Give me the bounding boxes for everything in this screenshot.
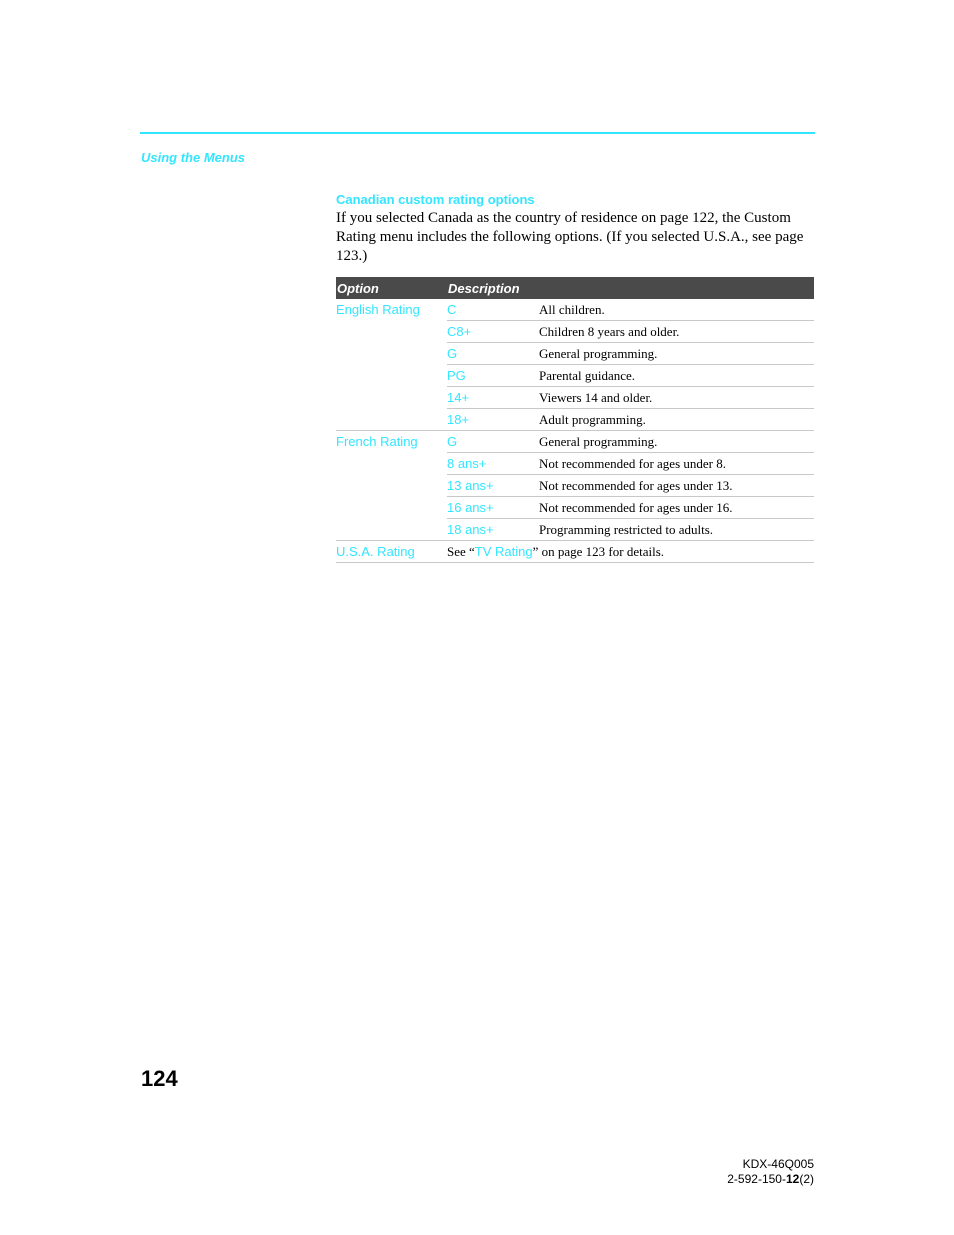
rating-description: Not recommended for ages under 13. <box>539 475 814 497</box>
table-header-row <box>336 277 814 299</box>
section-header: Using the Menus <box>141 150 246 165</box>
header-option: Option <box>336 277 447 299</box>
rating-code[interactable]: G <box>447 431 539 453</box>
rating-description: Viewers 14 and older. <box>539 387 814 409</box>
rating-code[interactable]: 18+ <box>447 409 539 431</box>
rating-code[interactable]: 8 ans+ <box>447 453 539 475</box>
footer-model: KDX-46Q005 <box>742 1157 814 1171</box>
header-rule <box>140 132 815 134</box>
header-description: Description <box>447 277 814 299</box>
rating-description: Not recommended for ages under 8. <box>539 453 814 475</box>
rating-description: General programming. <box>539 431 814 453</box>
footer-code <box>727 1172 814 1187</box>
intro-paragraph: If you selected Canada as the country of residence on page 122, the Custom Rating menu includes the following options. (If you selected U.S.A., see page 123.) <box>336 210 804 264</box>
footer-code-suffix: (2) <box>799 1172 814 1186</box>
rating-code[interactable]: 13 ans+ <box>447 475 539 497</box>
rating-description: Children 8 years and older. <box>539 321 814 343</box>
rating-options-table <box>336 277 814 563</box>
footer <box>727 1157 814 1187</box>
main-content <box>336 192 814 563</box>
usa-rating-description <box>447 541 814 563</box>
rating-code[interactable]: C <box>447 299 539 321</box>
rating-code[interactable]: PG <box>447 365 539 387</box>
see-prefix: See “ <box>447 543 475 559</box>
rating-description: Adult programming. <box>539 409 814 431</box>
option-usa-rating[interactable]: U.S.A. Rating <box>336 541 447 563</box>
rating-code[interactable]: G <box>447 343 539 365</box>
rating-description: General programming. <box>539 343 814 365</box>
rating-code[interactable]: 14+ <box>447 387 539 409</box>
page-number: 124 <box>141 1066 178 1091</box>
table-row <box>336 431 814 453</box>
rating-description: Not recommended for ages under 16. <box>539 497 814 519</box>
footer-code-prefix: 2-592-150- <box>727 1172 786 1186</box>
footer-code-bold: 12 <box>785 1172 800 1186</box>
rating-code[interactable]: 18 ans+ <box>447 519 539 541</box>
table-row <box>336 299 814 321</box>
tv-rating-link[interactable]: TV Rating <box>474 543 533 559</box>
table-row <box>336 541 814 563</box>
section-heading: Canadian custom rating options <box>336 192 535 207</box>
rating-description: Parental guidance. <box>539 365 814 387</box>
option-english-rating[interactable]: English Rating <box>336 299 447 431</box>
option-french-rating[interactable]: French Rating <box>336 431 447 541</box>
rating-description: Programming restricted to adults. <box>539 519 814 541</box>
see-suffix: ” on page 123 for details. <box>532 543 665 559</box>
rating-description: All children. <box>539 299 814 321</box>
rating-code[interactable]: 16 ans+ <box>447 497 539 519</box>
rating-code[interactable]: C8+ <box>447 321 539 343</box>
